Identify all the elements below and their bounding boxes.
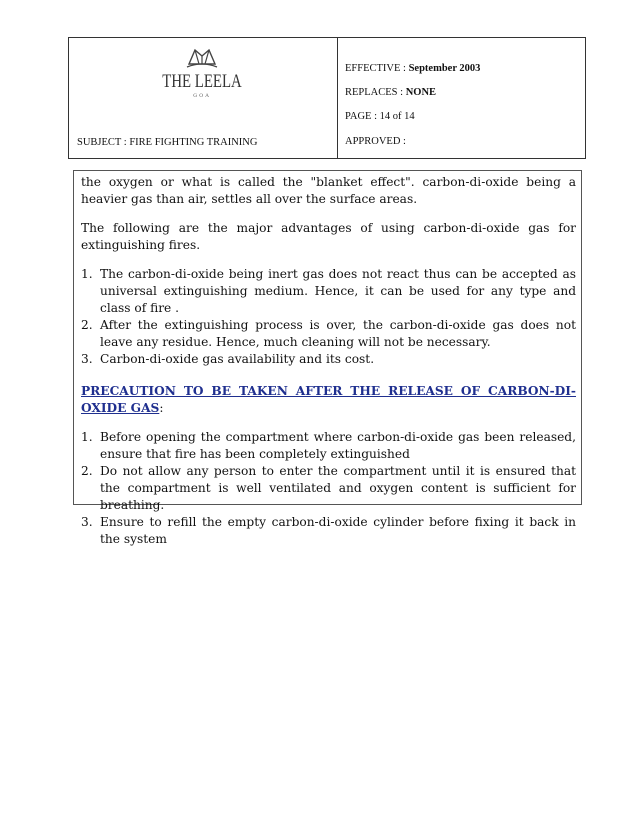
section-heading: PRECAUTION TO BE TAKEN AFTER THE RELEASE OF CARBON-DI-OXIDE GAS: — [81, 384, 576, 415]
approved-row: APPROVED : — [345, 136, 406, 147]
header-left-cell — [69, 38, 338, 158]
leela-logo — [147, 46, 257, 99]
advantages-list — [81, 266, 576, 368]
precaution-heading: PRECAUTION TO BE TAKEN AFTER THE RELEASE OF CARBON-DI-OXIDE GAS — [81, 384, 576, 415]
list-item: 1. The carbon-di-oxide being inert gas does not react thus can be accepted as universal extinguishing medium. Hence, it can be used for any type and class of fire . — [81, 267, 576, 315]
content-box — [73, 170, 582, 546]
page-number: PAGE : 14 of 14 — [345, 111, 415, 122]
paragraph-advantages-intro: The following are the major advantages of using carbon-di-oxide gas for extinguishing fires. — [81, 221, 576, 252]
replaces-row — [345, 87, 436, 98]
effective-row — [345, 63, 480, 74]
list-item: 2. Do not allow any person to enter the compartment until it is ensured that the compartment is well ventilated and oxygen content is sufficient for breathing. — [81, 464, 576, 512]
paragraph-blanket-effect: the oxygen or what is called the "blanket effect". carbon-di-oxide being a heavier gas than air, settles all over the surface areas. — [81, 175, 576, 206]
replaces-label: REPLACES : — [345, 87, 404, 98]
effective-label: EFFECTIVE : — [345, 63, 406, 74]
precautions-list — [81, 429, 576, 548]
logo-name: THE LEELA — [162, 71, 242, 92]
document-header — [68, 37, 586, 159]
subject-line: SUBJECT : FIRE FIGHTING TRAINING — [77, 137, 258, 148]
list-item: 3. Ensure to refill the empty carbon-di-oxide cylinder before fixing it back in the system — [81, 515, 576, 546]
leela-emblem-icon — [185, 46, 219, 70]
header-right-cell — [338, 38, 585, 158]
logo-sub: GOA — [193, 93, 211, 99]
replaces-value: NONE — [405, 87, 437, 98]
list-item: 3. Carbon-di-oxide gas availability and its cost. — [81, 352, 375, 366]
effective-value: September 2003 — [408, 63, 481, 74]
list-item: 2. After the extinguishing process is over, the carbon-di-oxide gas does not leave any residue. Hence, much cleaning will not be necessary. — [81, 318, 576, 349]
list-item: 1. Before opening the compartment where carbon-di-oxide gas been released, ensure that fire has been completely extinguished — [81, 430, 576, 461]
